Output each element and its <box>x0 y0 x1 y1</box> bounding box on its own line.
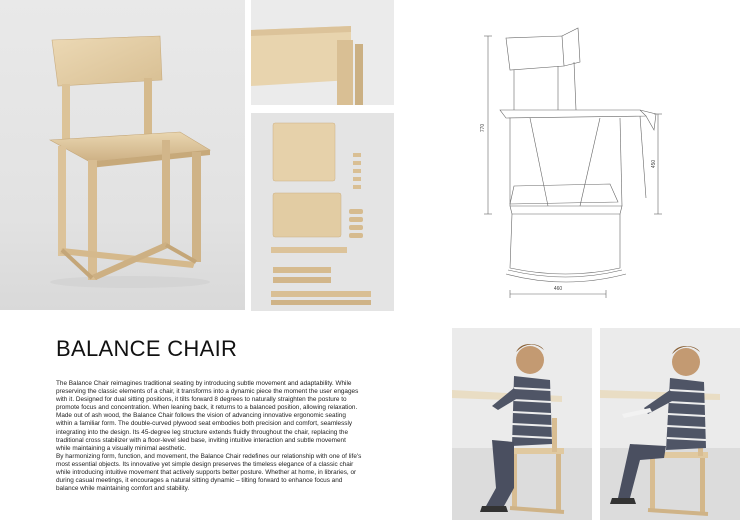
chair-parts-photo <box>251 113 394 311</box>
height-dimension-label: 770 <box>480 123 486 133</box>
technical-drawing <box>470 18 670 303</box>
user-reading-photo <box>600 328 740 520</box>
chair-photo <box>0 0 245 310</box>
user-writing-photo <box>452 328 592 520</box>
description-paragraph: By harmonizing form, function, and movement, the Balance Chair redefines our relationship with one of life's most essential objects. Its innovative yet simple design preserves the timeless elegance of a classic chair while introducing intuitive movement that actively supports better posture. Whether at home, in libraries, or during casual meetings, it encourages a natural sitting dynamic – tilting forward to enhance focus and balance while maintaining comfort and stability. <box>56 452 362 493</box>
parts-illustration <box>251 113 394 311</box>
width-dimension-label: 460 <box>553 286 563 292</box>
drawing-lines <box>470 18 670 303</box>
seat-height-dimension-label: 450 <box>651 159 657 169</box>
user-reading-illustration <box>600 328 740 520</box>
project-description <box>56 380 362 493</box>
chair-illustration <box>0 0 245 310</box>
joint-illustration <box>251 0 394 105</box>
user-writing-illustration <box>452 328 592 520</box>
description-paragraph: Made out of ash wood, the Balance Chair follows the vision of advancing innovative ergonomic seating within a familiar form. The double-curved plywood seat embodies both precision and comfort, seamlessly integrating into the design. Its 45-degree leg structure extends fluidly throughout the chair, replacing the traditional cross stabilizer with a floor-level sled base, inviting intuitive interaction and subtle movement while maintaining a visually minimal aesthetic. <box>56 412 353 452</box>
description-paragraph: The Balance Chair reimagines traditional seating by introducing subtle movement and adaptability. While preserving the classic elements of a chair, it transforms into a dynamic piece the moment the user engages with it. Designed for dual sitting positions, it tilts forward 8 degrees to naturally straighten the posture to promote focus and concentration. When leaning back, it returns to a balanced position, allowing relaxation. <box>56 380 359 412</box>
joint-detail-photo <box>251 0 394 105</box>
project-title: BALANCE CHAIR <box>56 336 238 361</box>
